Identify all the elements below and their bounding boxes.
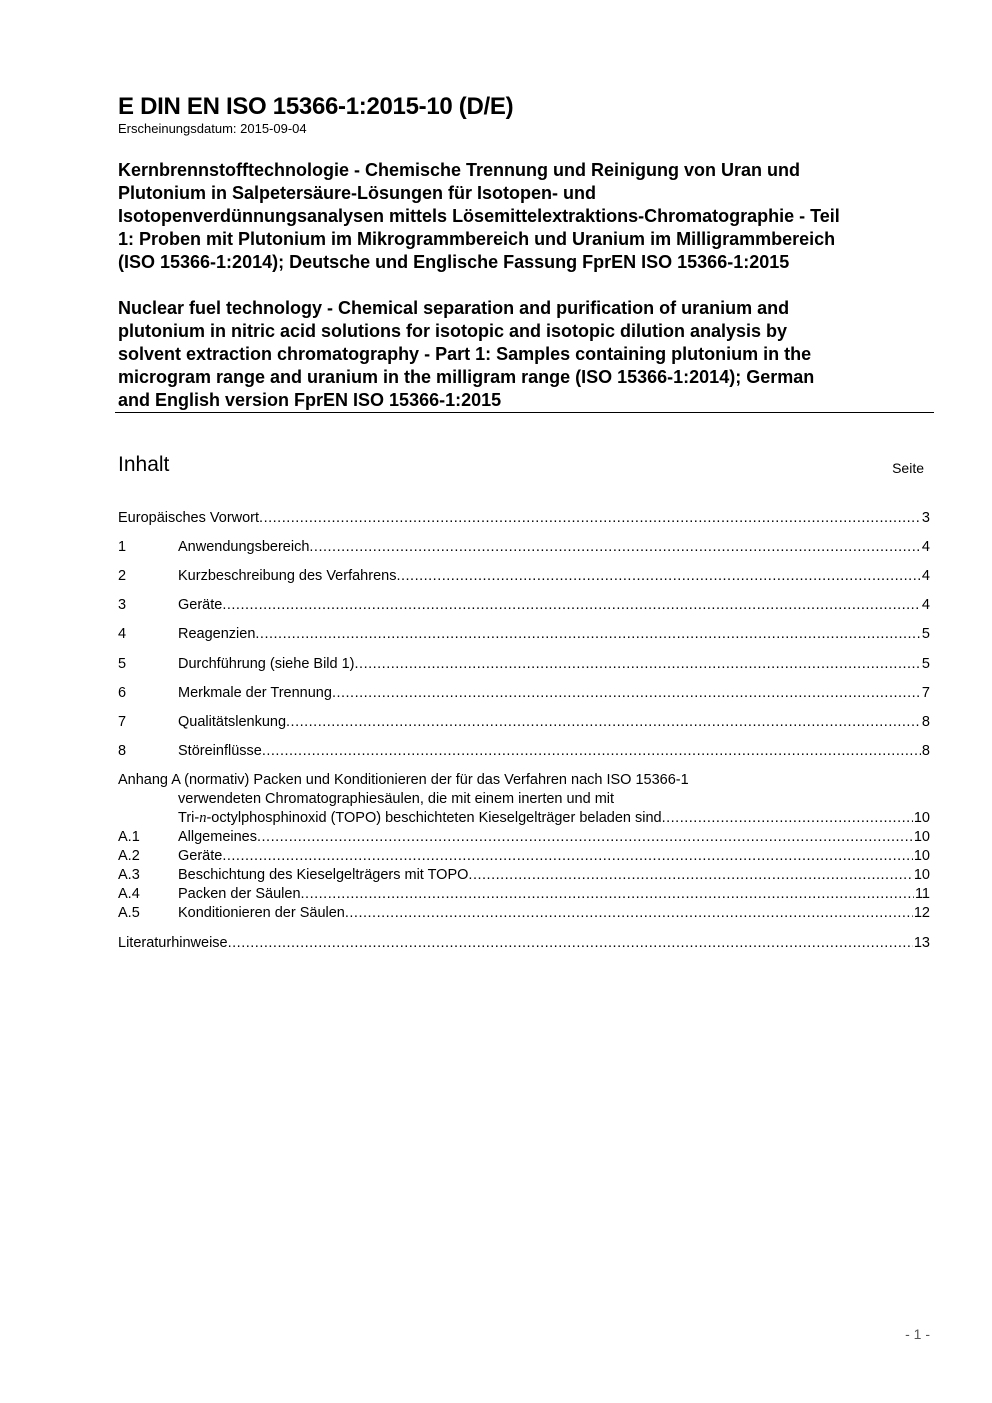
- toc-leader-dots: [222, 847, 913, 866]
- title-line: microgram range and uranium in the milligram range (ISO 15366-1:2014); German: [118, 367, 815, 387]
- title-english: [118, 297, 930, 412]
- toc-entry-label: Geräte: [178, 848, 223, 864]
- toc-entry-subsection[interactable]: [118, 866, 930, 885]
- toc-leader-dots: [332, 684, 921, 703]
- publication-date: Erscheinungsdatum: 2015-09-04: [118, 121, 307, 136]
- title-line: solvent extraction chromatography - Part 1: Samples containing plutonium in the: [118, 344, 812, 364]
- toc-entry-number: 2: [118, 568, 127, 584]
- toc-annex-suffix: -octylphosphinoxid (TOPO) beschichteten Kieselgelträger beladen sind: [206, 810, 662, 826]
- toc-entry-page: 13: [913, 935, 930, 951]
- toc-leader-dots: [662, 809, 913, 828]
- toc-entry-section[interactable]: [118, 625, 930, 644]
- toc-page-label: Seite: [892, 460, 924, 476]
- title-line: Isotopenverdünnungsanalysen mittels Lösemittelextraktions-Chromatographie - Teil: [118, 206, 840, 226]
- toc-entry-subsection[interactable]: [118, 904, 930, 923]
- toc-annex-heading[interactable]: Anhang A (normativ) Packen und Konditionieren der für das Verfahren nach ISO 15366-1: [118, 772, 689, 788]
- footer-page-number: - 1 -: [905, 1326, 930, 1342]
- toc-entry-number: 4: [118, 626, 127, 642]
- toc-entry-number: 6: [118, 685, 127, 701]
- title-german: [118, 159, 930, 274]
- toc-entry-subsection[interactable]: [118, 885, 930, 904]
- toc-entry-page: 7: [921, 685, 930, 701]
- toc-entry-page: 4: [921, 568, 930, 584]
- toc-leader-dots: [222, 596, 921, 615]
- toc-entry-label: Packen der Säulen: [178, 886, 301, 902]
- toc-entry-label: Qualitätslenkung: [178, 714, 287, 730]
- toc-entry-label: Durchführung (siehe Bild 1): [178, 656, 355, 672]
- toc-entry-label: Kurzbeschreibung des Verfahrens: [178, 568, 397, 584]
- toc-entry-label: Literaturhinweise: [118, 935, 228, 951]
- toc-entry-section[interactable]: [118, 567, 930, 586]
- toc-entry-number: 3: [118, 597, 127, 613]
- toc-entry-label: Reagenzien: [178, 626, 256, 642]
- toc-entry-number: 5: [118, 656, 127, 672]
- toc-entry-number: A.4: [118, 886, 140, 902]
- toc-entry-section[interactable]: [118, 713, 930, 732]
- toc-entry-foreword[interactable]: [118, 509, 930, 528]
- toc-entry-section[interactable]: [118, 596, 930, 615]
- toc-entry-label: Allgemeines: [178, 829, 257, 845]
- toc-entry-label: Anwendungsbereich: [178, 539, 310, 555]
- toc-leader-dots: [228, 934, 913, 953]
- toc-entry-page: 4: [921, 597, 930, 613]
- toc-heading: Inhalt: [118, 453, 170, 476]
- toc-entry-page: 5: [921, 656, 930, 672]
- toc-entry-number: A.1: [118, 829, 140, 845]
- toc-entry-page: 12: [913, 905, 930, 921]
- toc-annex-prefix: Tri-: [178, 810, 200, 826]
- document-id: E DIN EN ISO 15366-1:2015-10 (D/E): [118, 93, 514, 120]
- toc-leader-dots: [301, 885, 914, 904]
- toc-entry-page: 5: [921, 626, 930, 642]
- toc-entry-label: Merkmale der Trennung: [178, 685, 332, 701]
- toc-entry-section[interactable]: [118, 742, 930, 761]
- toc-annex-continuation: verwendeten Chromatographiesäulen, die mit einem inerten und mit: [178, 791, 615, 807]
- toc-entry-page: 8: [921, 743, 930, 759]
- toc-leader-dots: [309, 538, 921, 557]
- toc-entry-section[interactable]: [118, 655, 930, 674]
- toc-entry-label: Europäisches Vorwort: [118, 510, 260, 526]
- toc-entry-page: 10: [913, 848, 930, 864]
- title-line: plutonium in nitric acid solutions for isotopic and isotopic dilution analysis by: [118, 321, 788, 341]
- title-line: and English version FprEN ISO 15366-1:2015: [118, 390, 502, 410]
- toc-leader-dots: [355, 655, 921, 674]
- toc-entry-subsection[interactable]: [118, 828, 930, 847]
- title-line: Nuclear fuel technology - Chemical separation and purification of uranium and: [118, 298, 790, 318]
- toc-entry-subsection[interactable]: [118, 847, 930, 866]
- toc-entry-label: [178, 809, 662, 828]
- toc-leader-dots: [257, 828, 913, 847]
- toc-entry-annex[interactable]: [178, 809, 930, 828]
- toc-leader-dots: [468, 866, 912, 885]
- toc-entry-number: 7: [118, 714, 127, 730]
- title-line: Plutonium in Salpetersäure-Lösungen für Isotopen- und: [118, 183, 597, 203]
- title-line: Kernbrennstofftechnologie - Chemische Trennung und Reinigung von Uran und: [118, 160, 801, 180]
- toc-entry-number: 8: [118, 743, 127, 759]
- toc-entry-page: 8: [921, 714, 930, 730]
- toc-entry-number: A.2: [118, 848, 140, 864]
- toc-leader-dots: [396, 567, 920, 586]
- toc-entry-page: 10: [913, 810, 930, 826]
- toc-leader-dots: [345, 904, 913, 923]
- toc-leader-dots: [259, 509, 921, 528]
- toc-entry-section[interactable]: [118, 684, 930, 703]
- toc-entry-page: 3: [921, 510, 930, 526]
- toc-entry-page: 4: [921, 539, 930, 555]
- title-divider: [115, 412, 934, 413]
- title-line: 1: Proben mit Plutonium im Mikrogrammbereich und Uranium im Milligrammbereich: [118, 229, 836, 249]
- title-line: (ISO 15366-1:2014); Deutsche und Englische Fassung FprEN ISO 15366-1:2015: [118, 252, 790, 272]
- toc-entry-number: 1: [118, 539, 127, 555]
- toc-leader-dots: [255, 625, 921, 644]
- toc-entry-label: Beschichtung des Kieselgelträgers mit TOPO: [178, 867, 469, 883]
- toc-entry-label: Geräte: [178, 597, 223, 613]
- toc-entry-label: Konditionieren der Säulen: [178, 905, 345, 921]
- toc-entry-page: 10: [913, 867, 930, 883]
- toc-entry-page: 11: [914, 886, 930, 902]
- toc-entry-page: 10: [913, 829, 930, 845]
- toc-annex-italic: n: [199, 810, 207, 826]
- toc-leader-dots: [262, 742, 921, 761]
- toc-entry-bibliography[interactable]: [118, 934, 930, 953]
- toc-leader-dots: [286, 713, 921, 732]
- toc-entry-label: Störeinflüsse: [178, 743, 262, 759]
- toc-entry-number: A.3: [118, 867, 140, 883]
- toc-entry-number: A.5: [118, 905, 140, 921]
- toc-entry-section[interactable]: [118, 538, 930, 557]
